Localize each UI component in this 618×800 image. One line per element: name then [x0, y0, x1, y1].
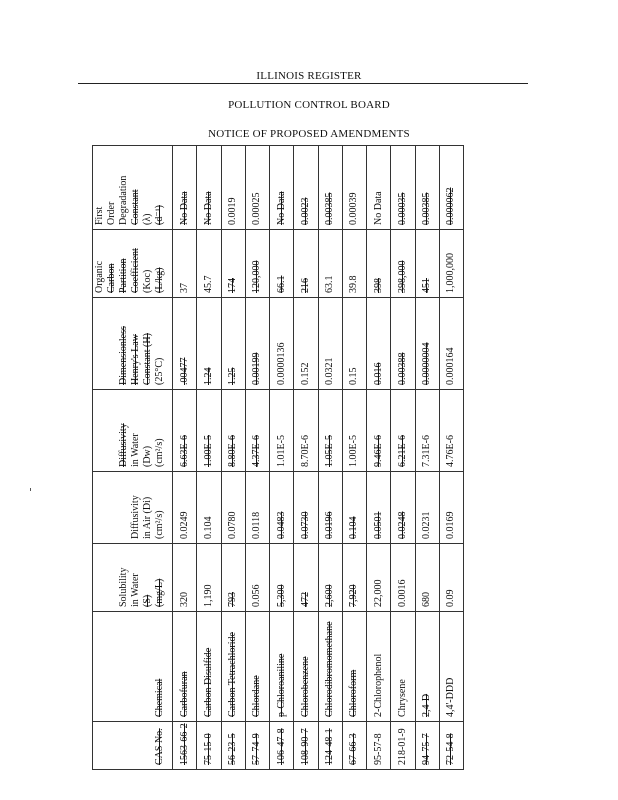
cell-cas: 75-15-0 — [197, 722, 221, 770]
cell-diff-air: 0.0169 — [439, 472, 463, 544]
cell-diff-water: 8.80E-6 — [221, 390, 245, 472]
cell-diff-water: 1.01E-5 — [270, 390, 294, 472]
cell-cas: 108-90-7 — [294, 722, 318, 770]
col-header-line: CAS No. — [154, 728, 165, 765]
cell-solubility: 7,920 — [342, 544, 366, 612]
col-header-line: (λ) — [142, 213, 153, 225]
cell-cas: 57-74-9 — [245, 722, 269, 770]
cell-koc: 1,000,000 — [439, 230, 463, 298]
cell-koc: 216 — [294, 230, 318, 298]
cell-cas: 94-75-7 — [415, 722, 439, 770]
col-header-line: (25°C) — [154, 357, 165, 385]
notice-title: NOTICE OF PROPOSED AMENDMENTS — [208, 128, 410, 140]
cell-diff-water: 4.76E-6 — [439, 390, 463, 472]
col-header-diff_water — [93, 390, 173, 472]
table-row — [439, 146, 463, 770]
col-header-line: in Water — [130, 433, 141, 467]
cell-cas: 106-47-8 — [270, 722, 294, 770]
col-header-line: Diffusivity — [130, 495, 141, 539]
cell-henry: 0.152 — [294, 298, 318, 390]
table-row — [173, 146, 197, 770]
cell-diff-air: 0.0118 — [245, 472, 269, 544]
cell-decay: No Data — [367, 146, 391, 230]
cell-diff-air: 0.0196 — [318, 472, 342, 544]
cell-henry: 1.25 — [221, 298, 245, 390]
cell-diff-air: 0.0231 — [415, 472, 439, 544]
cell-decay: 0.00385 — [415, 146, 439, 230]
cell-diff-air: 0.104 — [342, 472, 366, 544]
cell-koc: 398,000 — [391, 230, 415, 298]
cell-diff-air: 0.0483 — [270, 472, 294, 544]
cell-chemical: Chloroform — [342, 612, 366, 722]
register-title: ILLINOIS REGISTER — [256, 70, 362, 82]
cell-diff-air: 0.0249 — [173, 472, 197, 544]
cell-decay: No Data — [197, 146, 221, 230]
cell-henry: 0.016 — [367, 298, 391, 390]
col-header-koc — [93, 230, 173, 298]
cell-cas: 124-48-1 — [318, 722, 342, 770]
col-header-decay — [93, 146, 173, 230]
col-header-cas — [93, 722, 173, 770]
cell-koc: 63.1 — [318, 230, 342, 298]
table-row — [318, 146, 342, 770]
cell-koc: 66.1 — [270, 230, 294, 298]
col-header-line: Degradation — [118, 175, 129, 225]
cell-henry: 0.0321 — [318, 298, 342, 390]
table-header-row — [93, 146, 173, 770]
cell-cas: 1563-66-2 — [173, 722, 197, 770]
cell-chemical: Chrysene — [391, 612, 415, 722]
cell-cas: 67-66-3 — [342, 722, 366, 770]
cell-henry: 0.15 — [342, 298, 366, 390]
cell-decay: 0.0023 — [294, 146, 318, 230]
cell-koc: 39.8 — [342, 230, 366, 298]
cell-solubility: 1,190 — [197, 544, 221, 612]
cell-decay: No Data — [270, 146, 294, 230]
cell-cas: 72-54-8 — [439, 722, 463, 770]
chemical-properties-table — [92, 145, 464, 770]
cell-koc: 37 — [173, 230, 197, 298]
cell-solubility: 5,300 — [270, 544, 294, 612]
table-row — [367, 146, 391, 770]
cell-solubility: 472 — [294, 544, 318, 612]
cell-chemical: Chlorobenzene — [294, 612, 318, 722]
table-row — [221, 146, 245, 770]
col-header-line: Partition — [118, 258, 129, 293]
cell-diff-water: 6.63E-6 — [173, 390, 197, 472]
cell-solubility: 22,000 — [367, 544, 391, 612]
cell-decay: 0.00385 — [318, 146, 342, 230]
col-header-line: (L/kg) — [154, 267, 165, 293]
col-header-line: Constant — [130, 189, 141, 225]
cell-cas: 218-01-9 — [391, 722, 415, 770]
cell-solubility: 0.09 — [439, 544, 463, 612]
col-header-line: in Air (Di) — [142, 496, 153, 539]
cell-koc: 120,000 — [245, 230, 269, 298]
col-header-chemical — [93, 612, 173, 722]
cell-henry: 0.0000004 — [415, 298, 439, 390]
table-row — [294, 146, 318, 770]
col-header-henry — [93, 298, 173, 390]
cell-diff-water: 9.46E-6 — [367, 390, 391, 472]
table-body — [173, 146, 464, 770]
cell-solubility: 0.0016 — [391, 544, 415, 612]
cell-diff-water: 1.05E-5 — [318, 390, 342, 472]
cell-henry: 0.00199 — [245, 298, 269, 390]
cell-solubility: 320 — [173, 544, 197, 612]
table-row — [415, 146, 439, 770]
cell-decay: 0.00035 — [391, 146, 415, 230]
cell-diff-air: 0.0501 — [367, 472, 391, 544]
col-header-line: (cm²/s) — [154, 438, 165, 467]
cell-koc: 174 — [221, 230, 245, 298]
cell-diff-water: 7.31E-6 — [415, 390, 439, 472]
col-header-line: (mg/L) — [154, 578, 165, 607]
col-header-line: Dimensionless — [118, 326, 129, 385]
cell-decay: No Data — [173, 146, 197, 230]
col-header-line: Order — [106, 201, 117, 225]
col-header-line: Diffusivity — [118, 423, 129, 467]
cell-chemical: Carbon Disulfide — [197, 612, 221, 722]
cell-chemical: Chlordane — [245, 612, 269, 722]
cell-cas: 56-23-5 — [221, 722, 245, 770]
col-header-line: Constant (H) — [142, 333, 153, 385]
table-row — [197, 146, 221, 770]
cell-solubility: 793 — [221, 544, 245, 612]
col-header-diff_air — [93, 472, 173, 544]
col-header-solubility — [93, 544, 173, 612]
cell-diff-water: 6.21E-6 — [391, 390, 415, 472]
cell-chemical: 2,4-D — [415, 612, 439, 722]
cell-solubility: 2,600 — [318, 544, 342, 612]
col-header-line: Coefficient — [130, 248, 141, 293]
cell-decay: 0.00025 — [245, 146, 269, 230]
col-header-line: (d⁻¹) — [154, 205, 165, 225]
col-header-line: in Water — [130, 573, 141, 607]
col-header-line: (cm²/s) — [154, 510, 165, 539]
cell-diff-water: 1.00E-5 — [197, 390, 221, 472]
cell-diff-water: 4.37E-6 — [245, 390, 269, 472]
table-row — [245, 146, 269, 770]
cell-decay: 0.000062 — [439, 146, 463, 230]
col-header-line: (S) — [142, 594, 153, 607]
cell-diff-air: 0.0730 — [294, 472, 318, 544]
cell-chemical: p-Chloroaniline — [270, 612, 294, 722]
cell-henry: 0.000164 — [439, 298, 463, 390]
cell-chemical: 2-Chlorophenol — [367, 612, 391, 722]
cell-diff-air: 0.0780 — [221, 472, 245, 544]
cell-chemical: Carbon Tetrachloride — [221, 612, 245, 722]
cell-koc: 398 — [367, 230, 391, 298]
col-header-line: Solubility — [118, 567, 129, 607]
col-header-line: Organic — [94, 260, 105, 293]
cell-koc: 451 — [415, 230, 439, 298]
rotated-table-wrapper — [92, 146, 464, 770]
cell-chemical: 4,4'-DDD — [439, 612, 463, 722]
cell-diff-air: 0.104 — [197, 472, 221, 544]
col-header-line: Henry's Law — [130, 334, 141, 385]
cell-diff-water: 1.00E-5 — [342, 390, 366, 472]
col-header-line: (Koc) — [142, 269, 153, 293]
cell-decay: 0.00039 — [342, 146, 366, 230]
table-row — [342, 146, 366, 770]
table-row — [270, 146, 294, 770]
cell-henry: 0.00388 — [391, 298, 415, 390]
cell-henry: .00477 — [173, 298, 197, 390]
col-header-line: (Dw) — [142, 445, 153, 467]
col-header-line: Chemical — [154, 678, 165, 717]
cell-chemical: Carbofuran — [173, 612, 197, 722]
board-title: POLLUTION CONTROL BOARD — [228, 99, 390, 111]
cell-koc: 45.7 — [197, 230, 221, 298]
cell-cas: 95-57-8 — [367, 722, 391, 770]
cell-solubility: 0.056 — [245, 544, 269, 612]
col-header-line: First — [94, 206, 105, 225]
cell-chemical: Chlorodibromomethane — [318, 612, 342, 722]
cell-solubility: 680 — [415, 544, 439, 612]
cell-henry: 1.24 — [197, 298, 221, 390]
cell-diff-water: 8.70E-6 — [294, 390, 318, 472]
cell-decay: 0.0019 — [221, 146, 245, 230]
cell-henry: 0.0000136 — [270, 298, 294, 390]
col-header-line: Carbon — [106, 263, 117, 293]
cell-diff-air: 0.0248 — [391, 472, 415, 544]
table-row — [391, 146, 415, 770]
